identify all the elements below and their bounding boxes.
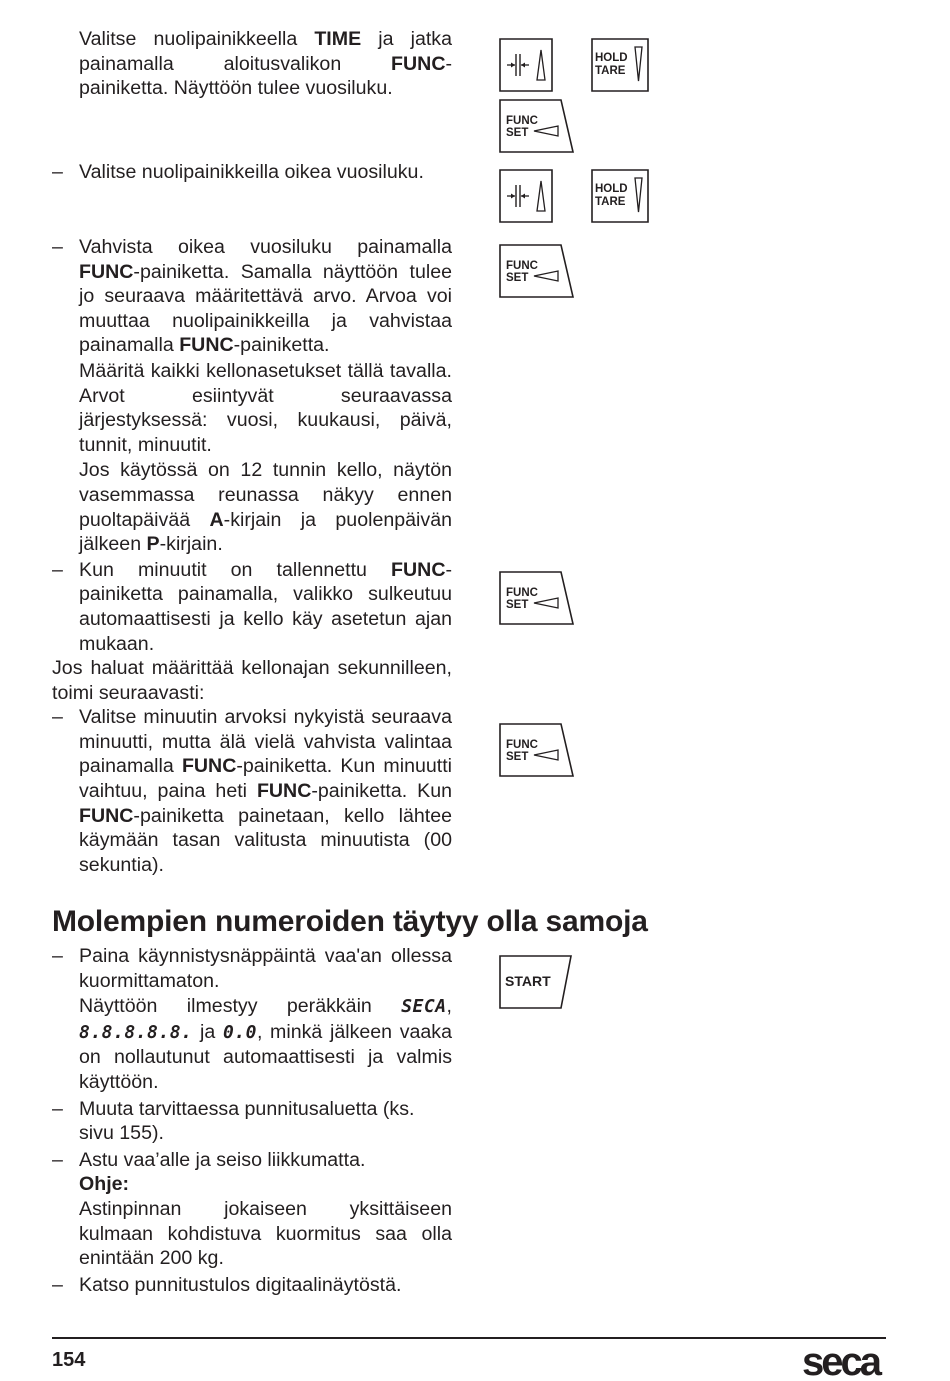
- func-set-key-icon: [498, 570, 576, 626]
- section-heading: Molempien numeroiden täytyy olla samoja: [52, 905, 648, 938]
- arrow-key-icon: [498, 168, 554, 226]
- func-set-key-icon: [498, 98, 576, 154]
- intro-block: [52, 27, 452, 101]
- step-read: – Katso punnitustulos digitaalinäytöstä.: [52, 1273, 452, 1298]
- seca-logo: seca: [802, 1340, 879, 1381]
- para-12h-clock: Jos käytössä on 12 tunnin kello, näytön vasemmassa reunassa näkyy ennen puoltapäivää A-kirjain ja puolenpäivän jälkeen P-kirjain.: [79, 459, 452, 556]
- step-minutes-saved: – Kun minuutit on tallennettu FUNC-painiketta painamalla, valikko sulkeutuu automaattisesti ja kello käy asetetun ajan mukaan.: [52, 558, 452, 656]
- func-set-key-icon: [498, 722, 576, 778]
- para-all-settings: Määritä kaikki kellonasetukset tällä tavalla. Arvot esiintyvät seuraavassa järjestyksessä: vuosi, kuukausi, päivä, tunnit, minuutit.: [79, 359, 452, 456]
- page-number: 154: [52, 1349, 86, 1371]
- para-seconds: Jos haluat määrittää kellonajan sekunnilleen, toimi seuraavasti:: [52, 657, 452, 704]
- clock-steps-block: [52, 235, 452, 877]
- display-readout-seca: SECA: [401, 996, 447, 1018]
- display-readout-test: 8.8.8.8.8.: [79, 1021, 193, 1043]
- step-stand: – Astu vaa’alle ja seiso liikkumatta.: [52, 1148, 452, 1173]
- set-label: SET: [506, 127, 529, 139]
- hold-tare-key-icon: [590, 168, 650, 226]
- start-key-icon: [498, 954, 574, 1012]
- arrow-key-icon: [498, 37, 554, 93]
- footer-rule: [52, 1337, 886, 1339]
- set-label: SET: [506, 272, 529, 284]
- tare-label: TARE: [595, 65, 626, 77]
- step-range: – Muuta tarvittaessa punnitusaluetta (ks. sivu 155).: [52, 1097, 452, 1146]
- weighing-steps-block: [52, 944, 452, 1297]
- step-year-select: – Valitse nuolipainikkeilla oikea vuosiluku.: [52, 160, 452, 185]
- note-label: Ohje:: [79, 1173, 130, 1196]
- func-set-key-icon: [498, 243, 576, 299]
- step-next-minute: – Valitse minuutin arvoksi nykyistä seuraava minuutti, mutta älä vielä vahvista valintaa painamalla FUNC-painiketta. Kun minuutti vaihtuu, paina heti FUNC-painiketta. Kun FUNC-painiketta painetaan, kello lähtee käymään tasan valitusta minuutista (00 sekuntia).: [52, 705, 452, 877]
- intro-paragraph: Valitse nuolipainikkeella TIME ja jatka painamalla aloitusvalikon FUNC-painiketta. Näyttöön tulee vuosiluku.: [79, 28, 452, 100]
- step-year-confirm: – Vahvista oikea vuosiluku painamalla FUNC-painiketta. Samalla näyttöön tulee jo seuraava määritettävä arvo. Arvoa voi muuttaa nuolipainikkeilla ja vahvistaa painamalla FUNC-painiketta.: [52, 235, 452, 358]
- func-label: FUNC: [506, 115, 538, 127]
- tare-label: TARE: [595, 196, 626, 208]
- hold-label: HOLD: [595, 52, 628, 64]
- step-year-select-block: [52, 160, 452, 185]
- hold-tare-key-icon: [590, 37, 650, 93]
- set-label: SET: [506, 751, 529, 763]
- set-label: SET: [506, 599, 529, 611]
- hold-label: HOLD: [595, 183, 628, 195]
- func-label: FUNC: [506, 587, 538, 599]
- step-start: – Paina käynnistysnäppäintä vaa'an ollessa kuormittamaton.: [52, 944, 452, 993]
- para-display-sequence: Näyttöön ilmestyy peräkkäin SECA, 8.8.8.8.8. ja 0.0, minkä jälkeen vaaka on nollautunut automaattisesti ja valmis käyttöön.: [79, 995, 452, 1093]
- start-label: START: [505, 973, 551, 989]
- func-label: FUNC: [506, 260, 538, 272]
- note-text: Astinpinnan jokaiseen yksittäiseen kulmaan kohdistuva kuormitus saa olla enintään 200 kg.: [79, 1197, 452, 1270]
- func-label: FUNC: [506, 739, 538, 751]
- display-readout-zero: 0.0: [222, 1021, 257, 1043]
